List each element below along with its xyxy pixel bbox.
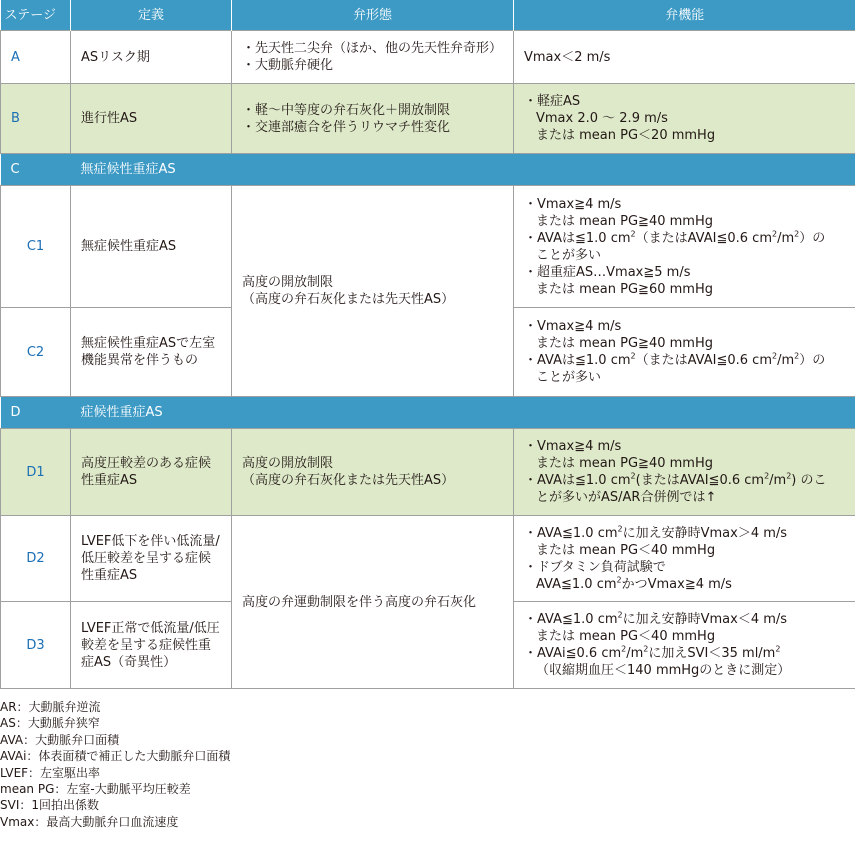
abbreviation-list (0, 699, 855, 830)
morphology-cell: 高度の弁運動制限を伴う高度の弁石灰化 (232, 516, 514, 689)
function-cell (514, 308, 855, 397)
row-stage-a (1, 31, 855, 84)
function-line: または mean PG≧40 mmHg (536, 213, 713, 229)
function-line: ・ドブタミン負荷試験で (524, 559, 666, 575)
function-line: Vmax 2.0 ～ 2.9 m/s (536, 111, 668, 126)
function-line: または mean PG≧60 mmHg (536, 281, 713, 297)
stage-label: D3 (1, 602, 71, 689)
morphology-line: ・先天性二尖弁（ほか、他の先天性弁奇形） (242, 41, 503, 56)
function-line: （収縮期血圧＜140 mmHgのときに測定） (536, 663, 791, 678)
morphology-cell (232, 31, 514, 84)
function-line: ・AVAは≦1.0 $cm^2$（またはAVAI≦0.6 $cm^2/m^2$）の (524, 351, 826, 368)
morphology-cell (232, 84, 514, 154)
morphology-cell (232, 429, 514, 516)
function-cell (514, 516, 855, 602)
function-line: ことが多い (536, 247, 602, 263)
function-line: ことが多い (536, 370, 602, 385)
abbreviation-item: AVA：大動脈弁口面積 (0, 732, 120, 747)
stage-label: C2 (1, 308, 71, 397)
header-stage: ステージ (1, 0, 71, 31)
row-stage-c1 (1, 186, 855, 308)
function-line: ・超重症AS…Vmax≧5 m/s (524, 264, 691, 280)
abbreviation-item: LVEF：左室駆出率 (0, 765, 101, 780)
function-line: ・AVA≦1.0 $cm^2$に加え安静時Vmax＞4 m/s (524, 524, 788, 541)
abbreviation-item: mean PG：左室-大動脈平均圧較差 (0, 782, 191, 797)
morphology-cell (232, 186, 514, 397)
function-line: ・Vmax≧4 m/s (524, 319, 622, 334)
function-line: とが多いがAS/AR合併例では↑ (536, 490, 717, 505)
function-line: または mean PG≧40 mmHg (536, 336, 713, 351)
definition-cell: 高度圧較差のある症候性重症AS (71, 429, 232, 516)
morphology-line: 高度の開放制限 (242, 275, 334, 290)
row-stage-d1 (1, 429, 855, 516)
definition-cell: LVEF正常で低流量/低圧較差を呈する症候性重症AS（奇異性） (71, 602, 232, 689)
morphology-line: 高度の開放制限 (242, 456, 334, 471)
function-cell (514, 429, 855, 516)
stage-label: D (1, 397, 71, 429)
morphology-line: ・軽～中等度の弁石灰化＋開放制限 (242, 102, 451, 118)
definition-cell: 進行性AS (71, 84, 232, 154)
header-morphology: 弁形態 (232, 0, 514, 31)
row-stage-b (1, 84, 855, 154)
stage-label: B (1, 84, 71, 154)
function-cell: Vmax＜2 m/s (514, 31, 855, 84)
stage-label: C1 (1, 186, 71, 308)
morphology-line: ・交連部癒合を伴うリウマチ性変化 (242, 119, 451, 135)
stage-label: A (1, 31, 71, 84)
function-line: または mean PG＜40 mmHg (536, 629, 716, 644)
function-line: ・AVAi≦0.6 $cm^2/m^2$に加えSVI＜35 $ml/m^2$ (524, 644, 781, 661)
abbreviation-item: Vmax：最高大動脈弁口血流速度 (0, 814, 179, 829)
function-line: または mean PG＜40 mmHg (536, 542, 716, 558)
stage-label: D2 (1, 516, 71, 602)
function-line: AVA≦1.0 $cm^2$かつVmax≧4 m/s (536, 575, 732, 592)
definition-cell: LVEF低下を伴い低流量/低圧較差を呈する症候性重症AS (71, 516, 232, 602)
stage-label: C (1, 154, 71, 186)
function-line: ・Vmax≧4 m/s (524, 196, 622, 212)
abbreviation-item: AS：大動脈弁狭窄 (0, 716, 100, 731)
morphology-line: ・大動脈弁硬化 (242, 58, 334, 73)
morphology-line: （高度の弁石灰化または先天性AS） (242, 292, 455, 307)
header-function: 弁機能 (514, 0, 855, 31)
row-stage-d2 (1, 516, 855, 602)
function-line: ・軽症AS (524, 94, 581, 109)
stage-label: D1 (1, 429, 71, 516)
function-line: または mean PG＜20 mmHg (536, 128, 716, 143)
function-line: ・AVAは≦1.0 $cm^2$(またはAVAI≦0.6 $cm^2/m^2$) のこ (524, 471, 827, 488)
function-cell (514, 602, 855, 689)
definition-cell: 無症候性重症AS (71, 186, 232, 308)
definition-cell: 無症候性重症ASで左室機能異常を伴うもの (71, 308, 232, 397)
group-definition: 無症候性重症AS (71, 154, 855, 186)
abbreviation-item: AR：大動脈弁逆流 (0, 700, 101, 714)
group-row-stage-c (1, 154, 855, 186)
abbreviation-item: SVI：1回拍出係数 (0, 798, 100, 813)
morphology-line: （高度の弁石灰化または先天性AS） (242, 473, 455, 488)
group-definition: 症候性重症AS (71, 397, 855, 429)
function-line: ・AVA≦1.0 $cm^2$に加え安静時Vmax＜4 m/s (524, 610, 788, 627)
header-definition: 定義 (71, 0, 232, 31)
function-line: ・Vmax≧4 m/s (524, 439, 622, 454)
header-row (1, 0, 855, 31)
definition-cell: ASリスク期 (71, 31, 232, 84)
function-line: または mean PG≧40 mmHg (536, 456, 713, 471)
group-row-stage-d (1, 397, 855, 429)
function-cell (514, 84, 855, 154)
function-line: ・AVAは≦1.0 $cm^2$（またはAVAI≦0.6 $cm^2/m^2$）の (524, 229, 826, 246)
abbreviation-item: AVAi：体表面積で補正した大動脈弁口面積 (0, 749, 231, 764)
function-cell (514, 186, 855, 308)
